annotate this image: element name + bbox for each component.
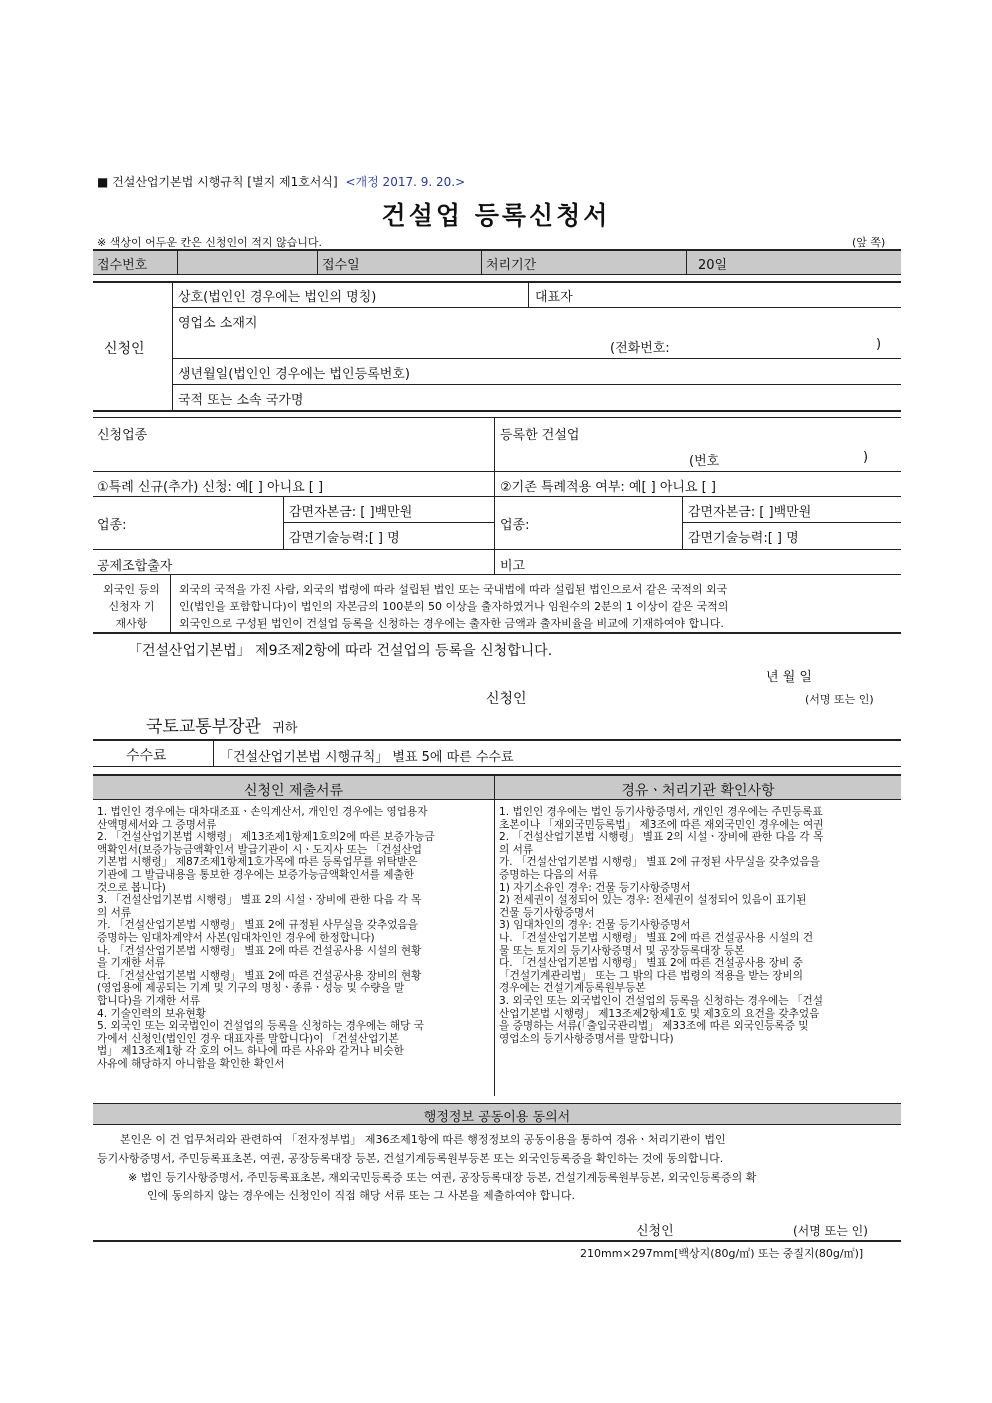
agency-check-list [499,806,823,1045]
list-item: 기관에 그 발급내용을 통보한 경우에는 보증가능금액확인서를 제출한 [97,868,414,881]
list-item: 법」 제13조제1항 각 호의 어느 하나에 따른 사유와 같거나 비슷한 [97,1045,404,1058]
applicant-documents-title: 신청인 제출서류 [243,783,344,799]
declaration-signature: (서명 또는 인) [805,693,874,706]
remarks-label: 비고 [500,559,526,574]
recipient-title: 국토교통부장관 귀하 [146,717,298,737]
consent-title: 행정정보 공동이용 동의서 [423,1110,571,1125]
consent-line-1: 본인은 이 건 업무처리와 관련하여 「전자정부법」 제36조제1항에 따른 행정정보의 공동이용을 통하여 경유ㆍ처리기관이 법인 [120,1133,726,1146]
nationality-label: 국적 또는 소속 국가명 [178,393,304,408]
phone-label: (전화번호: [610,341,670,356]
amendment-date: <개정 2017. 9. 20.> [345,175,466,189]
list-item: 을 증명하는 서류(「출입국관리법」 제33조에 따른 외국인등록증 및 [499,1020,809,1033]
list-item: 을 기재한 서류 [97,957,166,970]
phone-close: ) [876,337,882,352]
right-type-label: 업종: [500,518,530,533]
applicant-section-label: 신청인 [104,341,145,357]
list-item: 4. 기술인력의 보유현황 [97,1007,206,1020]
form-title: 건설업 등록신청서 [381,201,611,230]
declaration-date: 년 월 일 [766,670,812,685]
list-item: 1) 자기소유인 경우: 건물 등기사항증명서 [499,881,691,894]
paper-spec: 210mm×297mm[백상지(80g/㎡) 또는 중질지(80g/㎡)] [580,1247,864,1260]
list-item: 기본법 시행령」 제87조제1항제1호가목에 따른 등록업무를 위탁받은 [97,856,418,869]
agency-check-title: 경유ㆍ처리기관 확인사항 [621,783,775,799]
representative-label: 대표자 [535,290,573,305]
list-item: 것으로 봅니다) [97,881,166,894]
business-name-label: 상호(법인인 경우에는 법인의 명칭) [178,290,377,305]
foreign-label: 외국인 등의 신청자 기 재사항 [103,583,160,630]
list-item: 의 서류 [499,843,534,856]
applicant-documents-list [97,806,435,1070]
special-existing-application: ②기존 특례적용 여부: 예[ ] 아니요 [ ] [500,480,716,495]
consent-line-3: ※ 법인 등기사항증명서, 주민등록표초본, 재외국민등록증 또는 여권, 공장등록대장 등본, 건설기계등록원부등본, 외국인등록증의 확 [128,1171,757,1184]
shading-note: ※ 색상이 어두운 칸은 신청인이 적지 않습니다. [97,236,322,249]
list-item: 2) 전세권이 설정되어 있는 경우: 전세권이 설정되어 있음이 표기된 [499,894,807,907]
list-item: 나. 「건설산업기본법 시행령」 별표 2에 따른 건설공사용 시설의 현황 [97,944,422,957]
special-new-application: ①특례 신규(추가) 신청: 예[ ] 아니요 [ ] [97,480,324,495]
list-item: 합니다)을 기재한 서류 [97,994,200,1007]
list-item: 가에서 신청인(법인인 경우 대표자를 말합니다)이 「건설산업기본 [97,1032,399,1045]
receipt-number-label: 접수번호 [97,258,148,273]
list-item: 2. 「건설산업기본법 시행령」 별표 2의 시설ㆍ장비에 관한 다음 각 목 [499,831,824,844]
list-item: 액확인서(보증가능금액확인서 발급기관이 시ㆍ도지사 또는 「건설산업 [97,843,422,856]
right-tech-reduction: 감면기술능력:[ ] 명 [688,531,799,546]
list-item: 영업소의 등기사항증명서를 말합니다) [499,1032,674,1045]
right-capital-reduction: 감면자본금: [ ]백만원 [688,505,812,520]
list-item: 1. 법인인 경우에는 대차대조표ㆍ손익계산서, 개인인 경우에는 영업용자 [97,806,428,818]
list-item: 증명하는 다음의 서류 [499,868,598,881]
apply-type-label: 신청업종 [97,428,148,443]
list-item: 가. 「건설산업기본법 시행령」 별표 2에 규정된 사무실을 갖추었음을 [97,919,418,932]
consent-applicant: 신청인 [636,1224,674,1239]
fee-label: 수수료 [126,748,167,764]
left-capital-reduction: 감면자본금: [ ]백만원 [289,505,413,520]
office-address-label: 영업소 소재지 [178,316,258,331]
consent-signature: (서명 또는 인) [793,1224,868,1238]
left-type-label: 업종: [97,518,127,533]
declaration-statement: 「건설산업기본법」 제9조제2항에 따라 건설업의 등록을 신청합니다. [128,643,553,659]
list-item: 초본이나 「재외국민등록법」 제3조에 따른 재외국민인 경우에는 여권 [499,818,824,831]
list-item: 증명하는 임대차계약서 사본(임대차인인 경우에 한정합니다) [97,931,375,944]
list-item: 가. 「건설산업기본법 시행령」 별표 2에 규정된 사무실을 갖추었음을 [499,856,820,869]
list-item: (영업용에 제공되는 기계 및 기구의 명칭ㆍ종류ㆍ성능 및 수량을 말 [97,982,405,995]
mutual-aid-label: 공제조합출자 [97,559,173,574]
fee-value: 「건설산업기본법 시행규칙」 별표 5에 따른 수수료 [220,750,514,765]
receipt-date-label: 접수일 [322,258,360,273]
list-item: 산액명세서와 그 증명서류 [97,818,217,831]
list-item: 사유에 해당하지 아니함을 확인한 확인서 [97,1057,285,1070]
list-item: 3. 외국인 또는 외국법인이 건설업의 등록을 신청하는 경우에는 「건설 [499,994,823,1007]
list-item: 건물 등기사항증명서 [499,906,595,919]
registration-number-close: ) [863,450,869,465]
list-item: 3) 임대차인의 경우: 건물 등기사항증명서 [499,919,691,932]
registered-business-label: 등록한 건설업 [500,428,580,443]
birth-date-label: 생년월일(법인인 경우에는 법인등록번호) [178,367,410,382]
list-item: 경우에는 건설기계등록원부등본 [499,982,646,995]
foreign-notes: 외국의 국적을 가진 사람, 외국의 법령에 따라 설립된 법인 또는 국내법에 따라 설립된 법인으로서 같은 국적의 외국 인(법인을 포함합니다)이 법인의 자본금의 100분의 50 이상을 출자하였거나 임원수의 2분의 1 이상이 같은 국적의 외국인으로 구성된 법인이 건설업 등록을 신청하는 경우에는 출자한 금액과 출자비율을 비교에 기재하여야 합니다. [179,583,729,630]
list-item: 다. 「건설산업기본법 시행령」 별표 2에 따른 건설공사용 장비의 현황 [97,969,422,982]
list-item: 산업기본법 시행령」 제13조제2항제1호 및 제3호의 요건을 갖추었음 [499,1007,820,1020]
list-item: 2. 「건설산업기본법 시행령」 제13조제1항제1호의2에 따른 보증가능금 [97,831,435,844]
declaration-applicant: 신청인 [486,691,527,707]
list-item: 3. 「건설산업기본법 시행령」 별표 2의 시설ㆍ장비에 관한 다음 각 목 [97,894,422,907]
regulation-reference: ■ 건설산업기본법 시행규칙 [별지 제1호서식] <개정 2017. 9. 20.> [97,175,466,189]
consent-line-4: 인에 동의하지 않는 경우에는 신청인이 직접 해당 서류 또는 그 사본을 제출하여야 합니다. [147,1189,575,1202]
list-item: 「건설기계관리법」 또는 그 밖의 다른 법령의 적용을 받는 장비의 [499,969,803,982]
left-tech-reduction: 감면기술능력:[ ] 명 [289,531,400,546]
list-item: 5. 외국인 또는 외국법인이 건설업의 등록을 신청하는 경우에는 해당 국 [97,1020,424,1033]
list-item: 의 서류 [97,906,132,919]
page-side: (앞 쪽) [852,236,886,249]
list-item: 물 또는 토지의 등기사항증명서 및 공장등록대장 등본 [499,944,745,957]
processing-period-value: 20일 [698,258,728,273]
registration-number-label: (번호 [689,454,720,469]
processing-period-label: 처리기간 [486,258,537,273]
list-item: 1. 법인인 경우에는 법인 등기사항증명서, 개인인 경우에는 주민등록표 [499,806,823,818]
consent-line-2: 등기사항증명서, 주민등록표초본, 여권, 공장등록대장 등본, 건설기계등록원부등본 또는 외국인등록증을 확인하는 것에 동의합니다. [97,1152,724,1165]
list-item: 나. 「건설산업기본법 시행령」 별표 2에 따른 건설공사용 시설의 건 [499,931,814,944]
list-item: 다. 「건설산업기본법 시행령」 별표 2에 따른 건설공사용 장비 중 [499,957,803,970]
